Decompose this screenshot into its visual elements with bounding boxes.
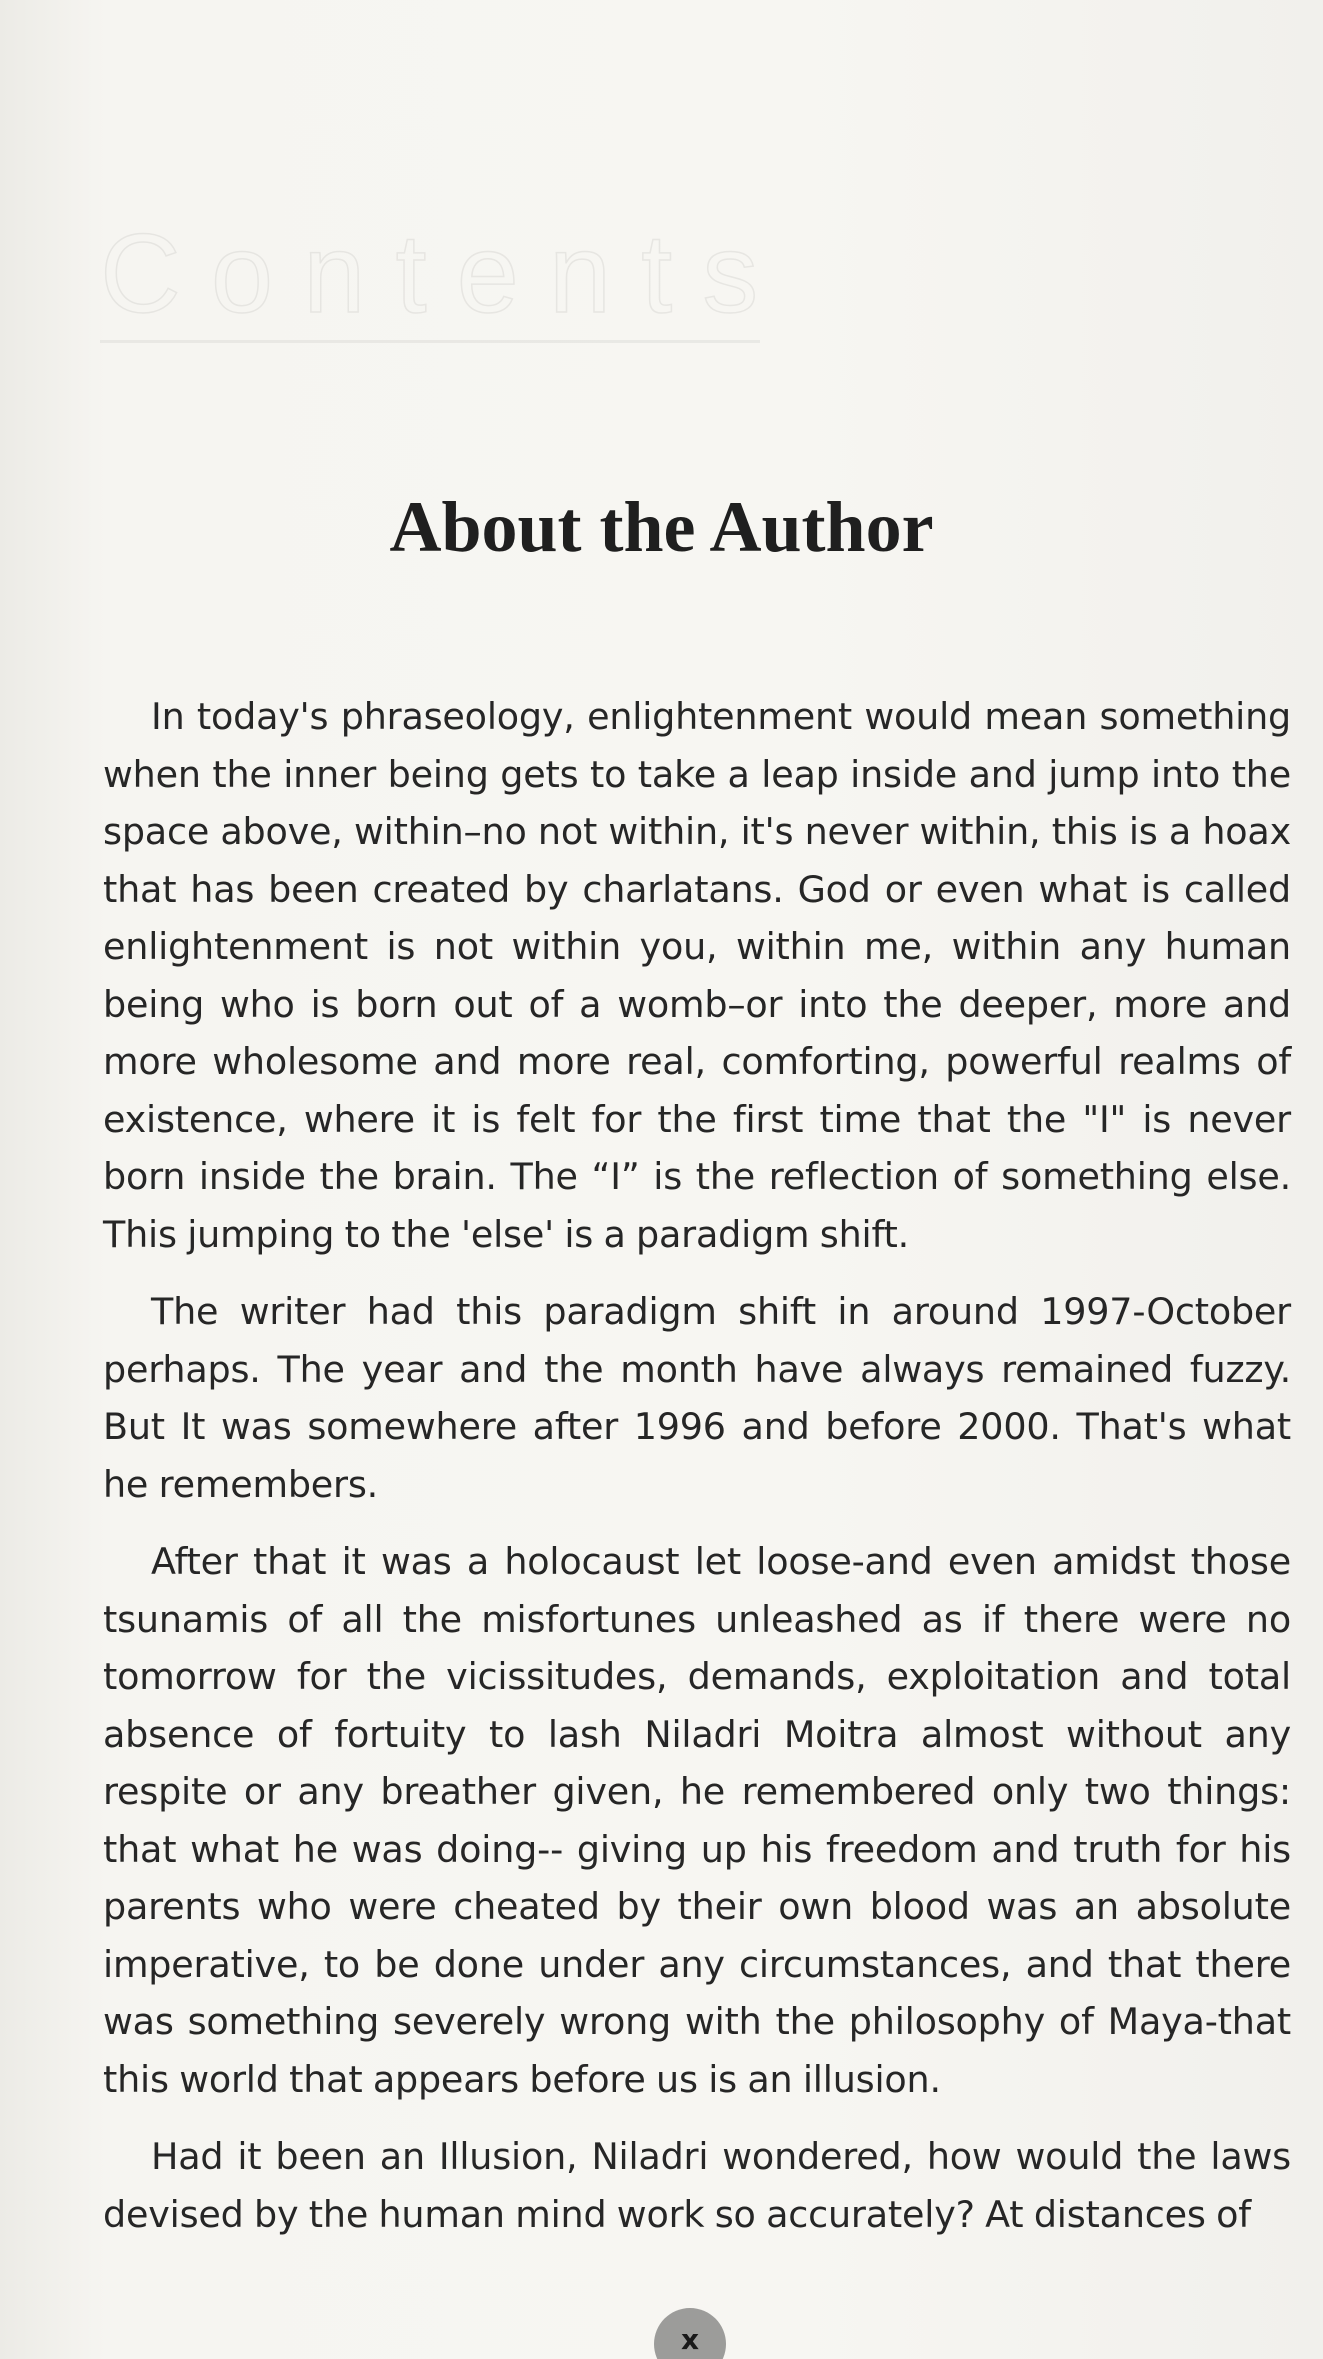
- paragraph: After that it was a holocaust let loose-and even amidst those tsunamis of all the misfortunes unleashed as if there were no tomorrow for the vicissitudes, demands, exploitation and total absence of fortuity to lash Niladri Moitra almost without any respite or any breather given, he remembered only two things: that what he was doing-- giving up his freedom and truth for his parents who were cheated by their own blood was an absolute imperative, to be done under any circumstances, and that there was something severely wrong with the philosophy of Maya-that this world that appears before us is an illusion.: [103, 1540, 1291, 2101]
- paragraph: In today's phraseology, enlightenment would mean something when the inner being gets to take a leap inside and jump into the space above, within–no not within, it's never within, this is a hoax that has been created by charlatans. God or even what is called enlightenment is not within you, within me, within any human being who is born out of a womb–or into the deeper, more and more wholesome and more real, comforting, powerful realms of existence, where it is felt for the first time that the "I" is never born inside the brain. The “I” is the reflection of something else. This jumping to the 'else' is a paradigm shift.: [103, 695, 1291, 1256]
- paragraph: Had it been an Illusion, Niladri wondered, how would the laws devised by the human mind work so accurately? At distances of: [103, 2135, 1291, 2236]
- bleed-through-watermark: Contents: [100, 211, 789, 336]
- bleed-through-rule: [100, 340, 760, 343]
- paragraph: The writer had this paradigm shift in around 1997-October perhaps. The year and the month have always remained fuzzy. But It was somewhere after 1996 and before 2000. That's what he remembers.: [103, 1290, 1291, 1506]
- page-title: About the Author: [389, 487, 934, 567]
- page-number: x: [654, 2308, 726, 2359]
- body-text: [103, 688, 1291, 2263]
